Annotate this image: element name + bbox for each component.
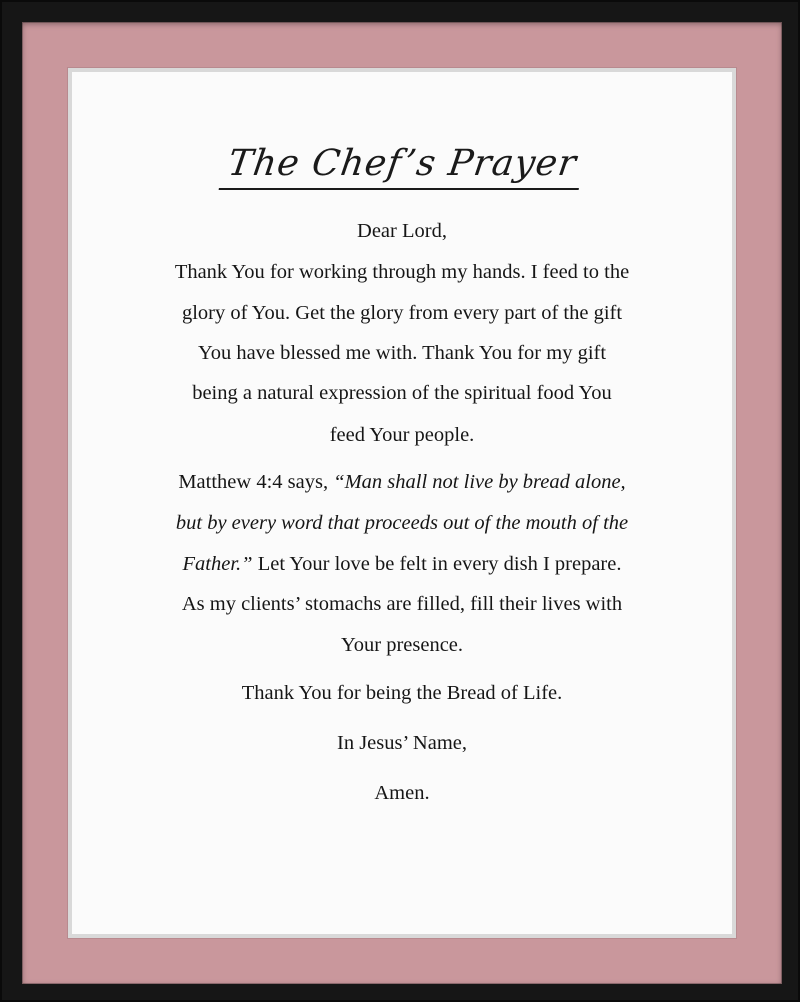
closing-line: In Jesus’ Name,: [337, 732, 467, 754]
amen-line: Amen.: [374, 782, 430, 804]
paragraph1-line: You have blessed me with. Thank You for my gift: [197, 342, 607, 364]
thanks-line: Thank You for being the Bread of Life.: [241, 682, 563, 704]
scripture-line: [72, 551, 732, 577]
scripture-quote-line: but by every word that proceeds out of the mouth of the: [175, 512, 629, 534]
scripture-reference: Matthew 4:4 says,: [178, 471, 334, 493]
scripture-quote: Father.”: [182, 553, 253, 575]
scripture-line: [72, 469, 732, 495]
paragraph1-line: being a natural expression of the spiritual food You: [192, 382, 612, 404]
paragraph1-line: glory of You. Get the glory from every part of the gift: [181, 302, 623, 324]
paragraph2-line: Your presence.: [340, 634, 464, 656]
paragraph1-line: Thank You for working through my hands. I feed to the: [174, 261, 630, 283]
paragraph2-line: As my clients’ stomachs are filled, fill their lives with: [181, 593, 623, 615]
prayer-document: [72, 72, 732, 934]
scripture-quote: “Man shall not live by bread alone,: [333, 471, 626, 493]
paragraph1-line: feed Your people.: [329, 424, 475, 446]
salutation: Dear Lord,: [357, 220, 447, 242]
prayer-text: Let Your love be felt in every dish I prepare.: [252, 553, 622, 575]
document-title: The Chef’s Prayer: [72, 142, 732, 190]
